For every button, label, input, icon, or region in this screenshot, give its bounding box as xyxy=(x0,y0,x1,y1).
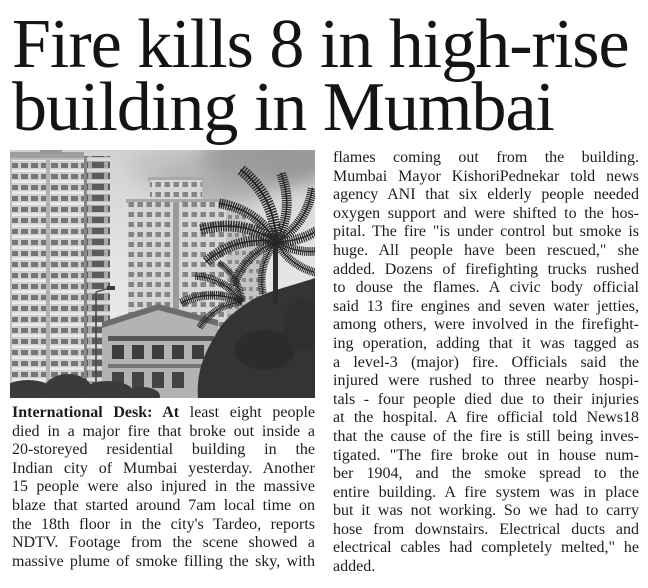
left-column-line: NDTV. Footage from the scene showed a xyxy=(12,534,315,552)
headline xyxy=(12,6,629,146)
right-column-line: but it was not working. So we had to carry xyxy=(333,502,639,520)
left-column-line: blaze that started around 7am local time on xyxy=(12,496,315,514)
right-column-line: that the cause of the fire is still being inves- xyxy=(333,427,639,445)
right-column-line: injured were rushed to three nearby hospi- xyxy=(333,372,639,390)
right-column-line: entire building. A fire system was in place xyxy=(333,483,639,501)
right-column-line: pital. The fire "is under control but smoke is xyxy=(333,223,639,241)
article-photo xyxy=(10,150,315,398)
lead-text: least eight people xyxy=(189,404,315,421)
right-column-line: ing operation, adding that it was tagged as xyxy=(333,334,639,352)
right-column-line: at the hospital. A fire official told News18 xyxy=(333,409,639,427)
right-column-line: electrical cables had completely melted," he xyxy=(333,539,639,557)
right-column-line: added. Dozens of firefighting trucks rushed xyxy=(333,260,639,278)
left-tower xyxy=(10,150,110,398)
left-column-line: massive plume of smoke filling the sky, with xyxy=(12,552,315,570)
left-column-line: 20-storeyed residential building in the xyxy=(12,441,315,459)
left-column-line: died in a major fire that broke out inside a xyxy=(12,422,315,440)
left-column-line: 15 people were also injured in the massive xyxy=(12,478,315,496)
right-column-line: added. xyxy=(333,558,376,576)
right-column-line: tigated. "The fire broke out in house num- xyxy=(333,446,639,464)
right-column-line: hose from downstairs. Electrical ducts and xyxy=(333,520,639,538)
dateline: International Desk: At xyxy=(12,404,180,421)
right-column-line: a level-3 (major) fire. Officials said the xyxy=(333,353,639,371)
right-column-line: agency ANI that six elderly people needed xyxy=(333,186,639,204)
right-column-line: said 13 fire engines and seven water jetties, xyxy=(333,297,639,315)
right-column-line: flames coming out from the building. xyxy=(333,149,639,166)
headline-line-2: building in Mumbai xyxy=(12,69,554,146)
right-column-line: Mumbai Mayor KishoriPednekar told news xyxy=(333,167,639,185)
right-column-line: tals - four people died due to their injuries xyxy=(333,390,639,408)
right-column-line: oxygen support and were shifted to the hos- xyxy=(333,204,639,222)
right-column-line: huge. All people have been rescued," she xyxy=(333,241,639,259)
article-right-column xyxy=(333,149,639,577)
right-column-line: ber 1904, and the smoke spread to the xyxy=(333,465,639,483)
left-column-line: Indian city of Mumbai yesterday. Another xyxy=(12,459,315,477)
article-left-column xyxy=(12,404,315,571)
headline-line-1: Fire kills 8 in high-rise xyxy=(12,6,629,83)
right-column-line: to douse the flames. A civic body official xyxy=(333,279,639,297)
left-column-line: the 18th floor in the city's Tardeo, reports xyxy=(12,515,315,533)
left-column-line xyxy=(12,404,315,423)
right-column-line: among others, were involved in the firefight- xyxy=(333,316,639,334)
